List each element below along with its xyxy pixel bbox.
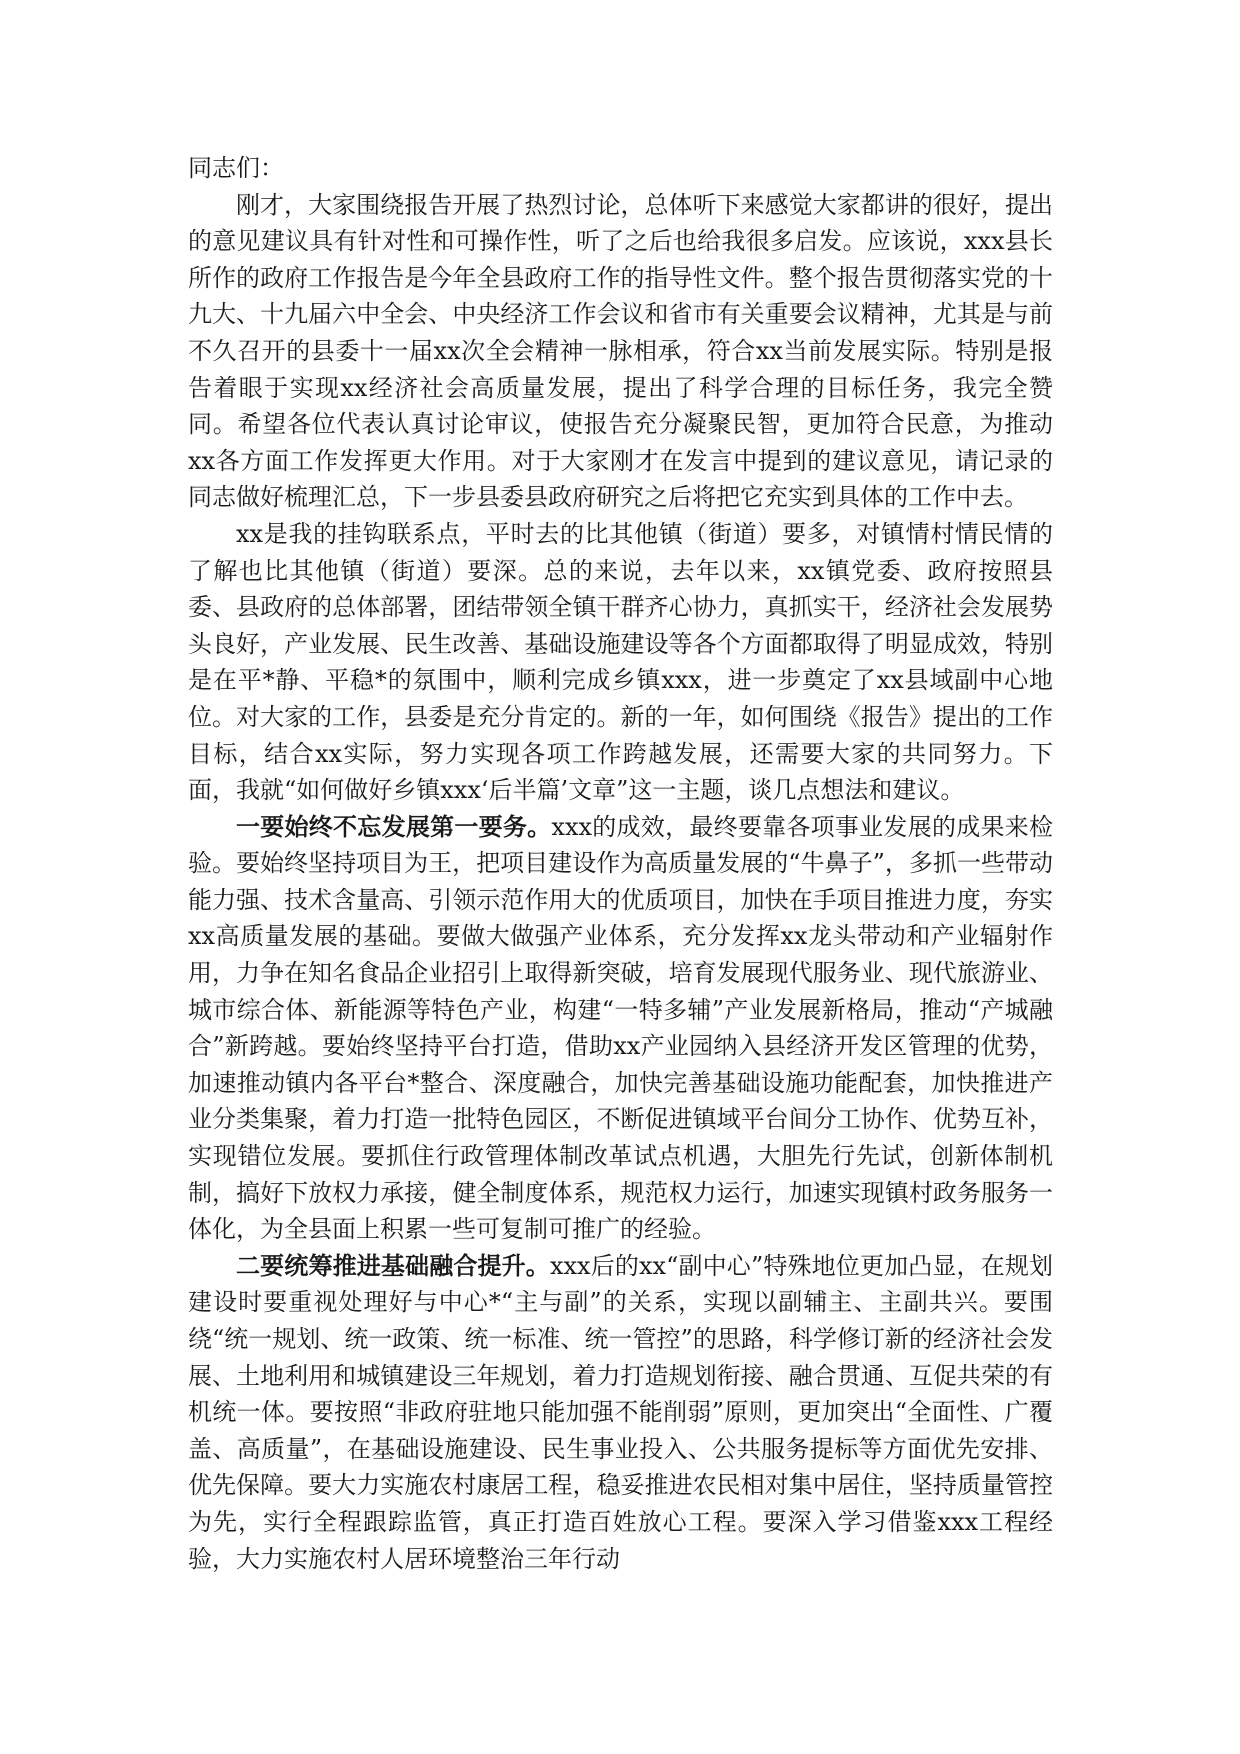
paragraph-text: xx是我的挂钩联系点，平时去的比其他镇（街道）要多，对镇情村情民情的了解也比其他镇（街道）要深。总的来说，去年以来，xx镇党委、政府按照县委、县政府的总体部署，团结带领全镇干群齐心协力，真抓实干，经济社会发展势头良好，产业发展、民生改善、基础设施建设等各个方面都取得了明显成效，特别是在平*静、平稳*的氛围中，顺利完成乡镇xxx，进一步奠定了xx县域副中心地位。对大家的工作，县委是充分肯定的。新的一年，如何围绕《报告》提出的工作目标，结合xx实际，努力实现各项工作跨越发展，还需要大家的共同努力。下面，我就“如何做好乡镇xxx‘后半篇’文章”这一主题，谈几点想法和建议。: [188, 519, 1053, 805]
paragraph-point-one: [188, 809, 1053, 1248]
paragraph-text: 刚才，大家围绕报告开展了热烈讨论，总体听下来感觉大家都讲的很好，提出的意见建议具有针对性和可操作性，听了之后也给我很多启发。应该说，xxx县长所作的政府工作报告是今年全县政府工作的指导性文件。整个报告贯彻落实党的十九大、十九届六中全会、中央经济工作会议和省市有关重要会议精神，尤其是与前不久召开的县委十一届xx次全会精神一脉相承，符合xx当前发展实际。特别是报告着眼于实现xx经济社会高质量发展，提出了科学合理的目标任务，我完全赞同。希望各位代表认真讨论审议，使报告充分凝聚民智，更加符合民意，为推动xx各方面工作发挥更大作用。对于大家刚才在发言中提到的建议意见，请记录的同志做好梳理汇总，下一步县委县政府研究之后将把它充实到具体的工作中去。: [188, 190, 1053, 512]
paragraph-heading: 二要统筹推进基础融合提升。: [236, 1250, 550, 1280]
paragraph-heading: 一要始终不忘发展第一要务。: [236, 811, 552, 841]
paragraph-text: xxx的成效，最终要靠各项事业发展的成果来检验。要始终坚持项目为王，把项目建设作为高质量发展的“牛鼻子”，多抓一些带动能力强、技术含量高、引领示范作用大的优质项目，加快在手项目推进力度，夯实xx高质量发展的基础。要做大做强产业体系，充分发挥xx龙头带动和产业辐射作用，力争在知名食品企业招引上取得新突破，培育发展现代服务业、现代旅游业、城市综合体、新能源等特色产业，构建“一特多辅”产业发展新格局，推动“产城融合”新跨越。要始终坚持平台打造，借助xx产业园纳入县经济开发区管理的优势，加速推动镇内各平台*整合、深度融合，加快完善基础设施功能配套，加快推进产业分类集聚，着力打造一批特色园区，不断促进镇域平台间分工协作、优势互补，实现错位发展。要抓住行政管理体制改革试点机遇，大胆先行先试，创新体制机制，搞好下放权力承接，健全制度体系，规范权力运行，加速实现镇村政务服务一体化，为全县面上积累一些可复制可推广的经验。: [188, 812, 1054, 1244]
salutation: 同志们：: [188, 154, 284, 182]
document-page: [188, 150, 1053, 1577]
paragraph-point-two: [188, 1248, 1053, 1577]
paragraph-intro: [188, 187, 1053, 516]
paragraph-text: xxx后的xx“副中心”特殊地位更加凸显，在规划建设时要重视处理好与中心*“主与副”的关系，实现以副辅主、主副共兴。要围绕“统一规划、统一政策、统一标准、统一管控”的思路，科学修订新的经济社会发展、土地利用和城镇建设三年规划，着力打造规划衔接、融合贯通、互促共荣的有机统一体。要按照“非政府驻地只能加强不能削弱”原则，更加突出“全面性、广覆盖、高质量”，在基础设施建设、民生事业投入、公共服务提标等方面优先安排、优先保障。要大力实施农村康居工程，稳妥推进农民相对集中居住，坚持质量管控为先，实行全程跟踪监管，真正打造百姓放心工程。要深入学习借鉴xxx工程经验，大力实施农村人居环境整治三年行动: [188, 1251, 1054, 1573]
paragraph-contact-point: [188, 516, 1053, 809]
